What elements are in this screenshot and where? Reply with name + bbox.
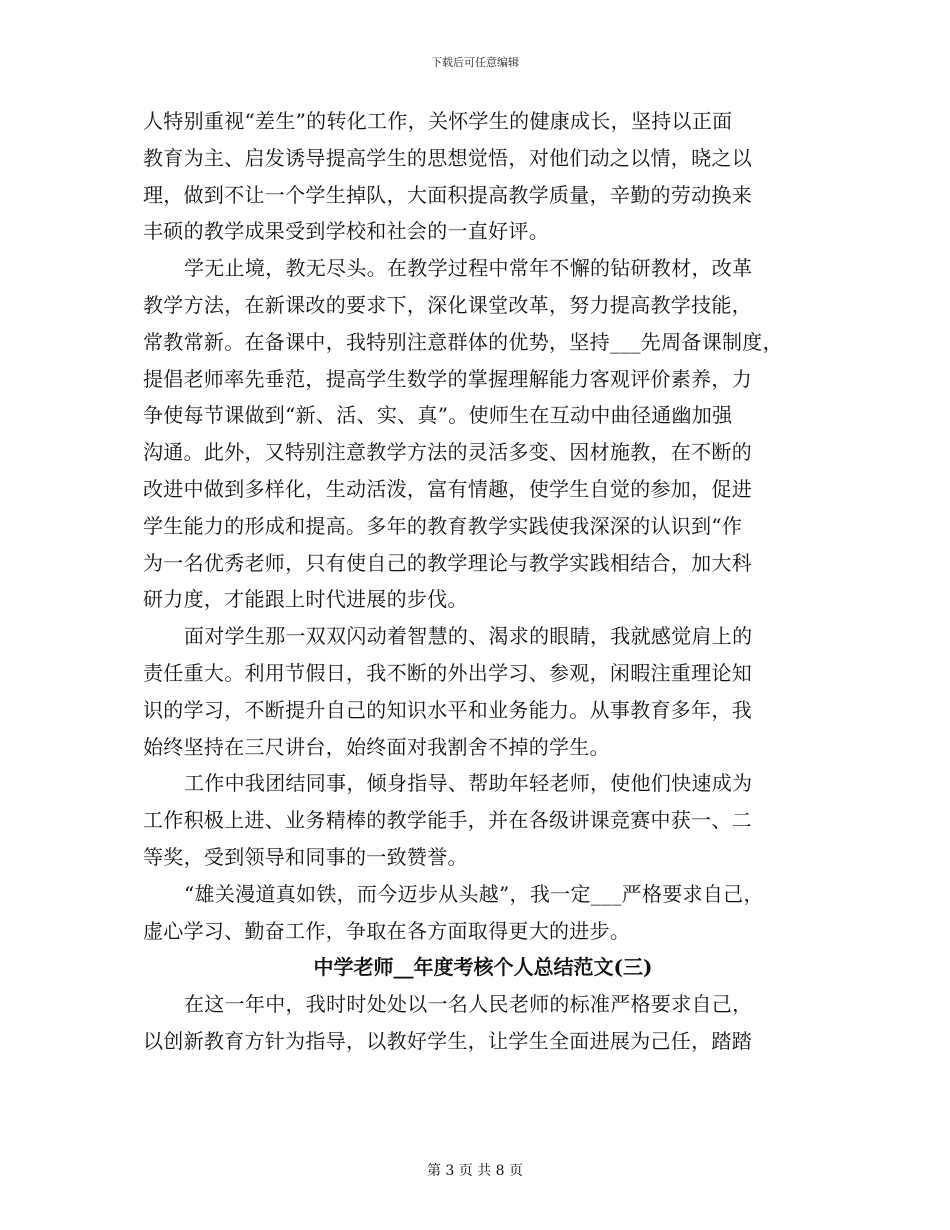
text-line: 理，做到不让一个学生掉队，大面积提高教学质量，辛勤的劳动换来: [143, 182, 752, 207]
text-line: 工作积极上进、业务精棒的教学能手，并在各级讲课竞赛中获一、二: [143, 808, 752, 833]
text-line: 教育为主、启发诱导提高学生的思想觉悟，对他们动之以情，晓之以: [143, 145, 752, 170]
page-header: 下载后可任意编辑: [431, 56, 519, 69]
text-line: 改进中做到多样化，生动活泼，富有情趣，使学生自觉的参加，促进: [143, 476, 752, 501]
text-line: 学无止境，教无尽头。在教学过程中常年不懈的钻研教材，改革: [184, 256, 753, 281]
text-line: 等奖，受到领导和同事的一致赞誉。: [143, 844, 468, 869]
text-line: 丰硕的教学成果受到学校和社会的一直好评。: [143, 219, 549, 244]
text-line: 学生能力的形成和提高。多年的教育教学实践使我深深的认识到“作: [143, 513, 743, 538]
text-line: 为一名优秀老师，只有使自己的教学理论与教学实践相结合，加大科: [143, 550, 752, 575]
text-line: 在这一年中，我时时处处以一名人民老师的标准严格要求自己，: [184, 992, 753, 1017]
document-body: [143, 103, 813, 1060]
text-line: 以创新教育方针为指导，以教好学生，让学生全面进展为己任，踏踏: [143, 1028, 752, 1053]
text-line: 工作中我团结同事，倾身指导、帮助年轻老师，使他们快速成为: [184, 771, 753, 796]
text-line: 责任重大。利用节假日，我不断的外出学习、参观，闲暇注重理论知: [143, 660, 752, 685]
text-line: 提倡老师率先垂范，提高学生数学的掌握理解能力客观评价素养，力: [143, 366, 752, 391]
text-line: 人特别重视“差生”的转化工作，关怀学生的健康成长，坚持以正面: [143, 109, 733, 133]
text-line: 始终坚持在三尺讲台，始终面对我割舍不掉的学生。: [143, 734, 610, 759]
text-line: 面对学生那一双双闪动着智慧的、渴求的眼睛，我就感觉肩上的: [184, 624, 753, 649]
section-heading: 中学老师__年度考核个人总结范文(三): [313, 955, 653, 980]
text-line: 识的学习，不断提升自己的知识水平和业务能力。从事教育多年，我: [143, 697, 752, 722]
text-line: 虚心学习、勤奋工作，争取在各方面取得更大的进步。: [143, 918, 631, 943]
text-line: 沟通。此外，又特别注意教学方法的灵活多变、因材施教，在不断的: [143, 440, 752, 465]
paragraph-block-after-heading: [143, 986, 813, 1060]
text-line: 争使每节课做到“新、活、实、真”。使师生在互动中曲径通幽加强: [143, 403, 733, 428]
text-line: 教学方法，在新课改的要求下，深化课堂改革，努力提高教学技能，: [143, 292, 752, 317]
paragraph-block: [143, 103, 813, 949]
text-line: 研力度，才能跟上时代进展的步伐。: [143, 587, 468, 612]
page-number: 第 3 页 共 8 页: [426, 1163, 524, 1179]
text-line: “雄关漫道真如铁，而今迈步从头越”，我一定___严格要求自己，: [184, 881, 764, 906]
text-line: 常教常新。在备课中，我特别注意群体的优势，坚持___先周备课制度，: [143, 329, 783, 354]
